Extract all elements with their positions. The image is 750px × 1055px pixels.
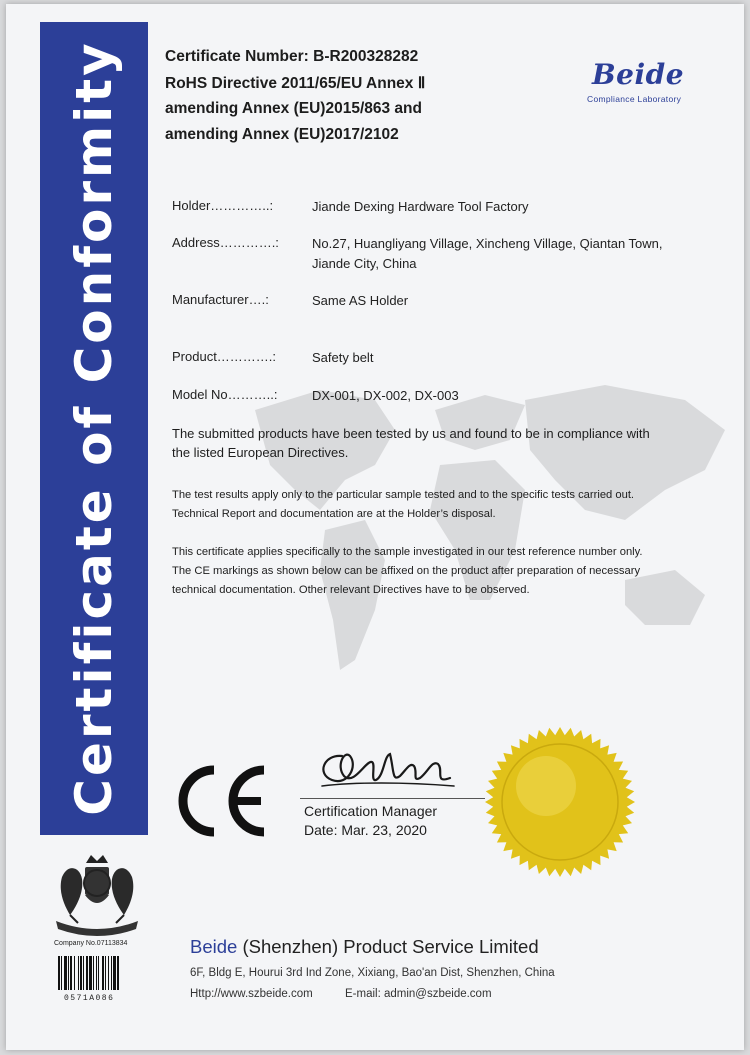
issuer-address: 6F, Bldg E, Hourui 3rd Ind Zone, Xixiang, Bao'an Dist, Shenzhen, China — [190, 967, 555, 979]
issuer-brand: Beide — [190, 936, 238, 957]
issuer-email-link[interactable]: E-mail: admin@szbeide.com — [345, 988, 492, 1000]
product-value: Safety belt — [312, 350, 374, 365]
compliance-statement-line2: the listed European Directives. — [172, 445, 349, 460]
address-label: Address………….: — [172, 235, 279, 250]
directive-line: RoHS Directive 2011/65/EU Annex Ⅱ — [165, 75, 426, 92]
signatory-role: Certification Manager — [304, 803, 438, 819]
company-number: Company No.07113834 — [54, 940, 128, 947]
barcode-number: 0571A086 — [64, 994, 115, 1003]
signature-line — [300, 798, 485, 799]
barcode-icon — [58, 956, 138, 990]
ce-mark-icon — [176, 762, 272, 840]
certificate-date: Date: Mar. 23, 2020 — [304, 822, 427, 838]
amendment-line-2: amending Annex (EU)2017/2102 — [165, 126, 399, 143]
product-label: Product………….: — [172, 349, 277, 364]
holder-label: Holder…………..: — [172, 198, 274, 213]
holder-value: Jiande Dexing Hardware Tool Factory — [312, 199, 529, 214]
manufacturer-label: Manufacturer….: — [172, 292, 269, 307]
royal-crest-icon — [50, 853, 144, 939]
scope-line1: This certificate applies specifically to the sample investigated in our test reference number only. — [172, 546, 643, 558]
test-results-line2: Technical Report and documentation are at the Holder’s disposal. — [172, 508, 496, 520]
issuer-name-rest: (Shenzhen) Product Service Limited — [237, 936, 539, 957]
certificate-number: Certificate Number: B-R200328282 — [165, 48, 419, 65]
model-label: Model No………..: — [172, 387, 278, 402]
issuer-company-name — [190, 936, 539, 958]
model-value: DX-001, DX-002, DX-003 — [312, 388, 459, 403]
scope-line3: technical documentation. Other relevant Directives have to be observed. — [172, 584, 530, 596]
signature-icon — [314, 742, 464, 794]
side-title: Certificate of Conformity — [65, 40, 123, 816]
gold-seal-icon — [484, 726, 636, 878]
beide-logo: Beide — [592, 58, 685, 91]
world-map-watermark — [225, 370, 735, 690]
compliance-statement-line1: The submitted products have been tested by us and found to be in compliance with — [172, 426, 650, 441]
test-results-line1: The test results apply only to the particular sample tested and to the specific tests carried out. — [172, 489, 635, 501]
address-value-line2: Jiande City, China — [312, 256, 417, 271]
amendment-line-1: amending Annex (EU)2015/863 and — [165, 100, 422, 117]
manufacturer-value: Same AS Holder — [312, 293, 409, 308]
address-value-line1: No.27, Huangliyang Village, Xincheng Village, Qiantan Town, — [312, 236, 663, 251]
issuer-website-link[interactable]: Http://www.szbeide.com — [190, 988, 313, 1000]
scope-line2: The CE markings as shown below can be affixed on the product after preparation of necessary — [172, 565, 641, 577]
beide-logo-subtitle: Compliance Laboratory — [587, 94, 682, 104]
